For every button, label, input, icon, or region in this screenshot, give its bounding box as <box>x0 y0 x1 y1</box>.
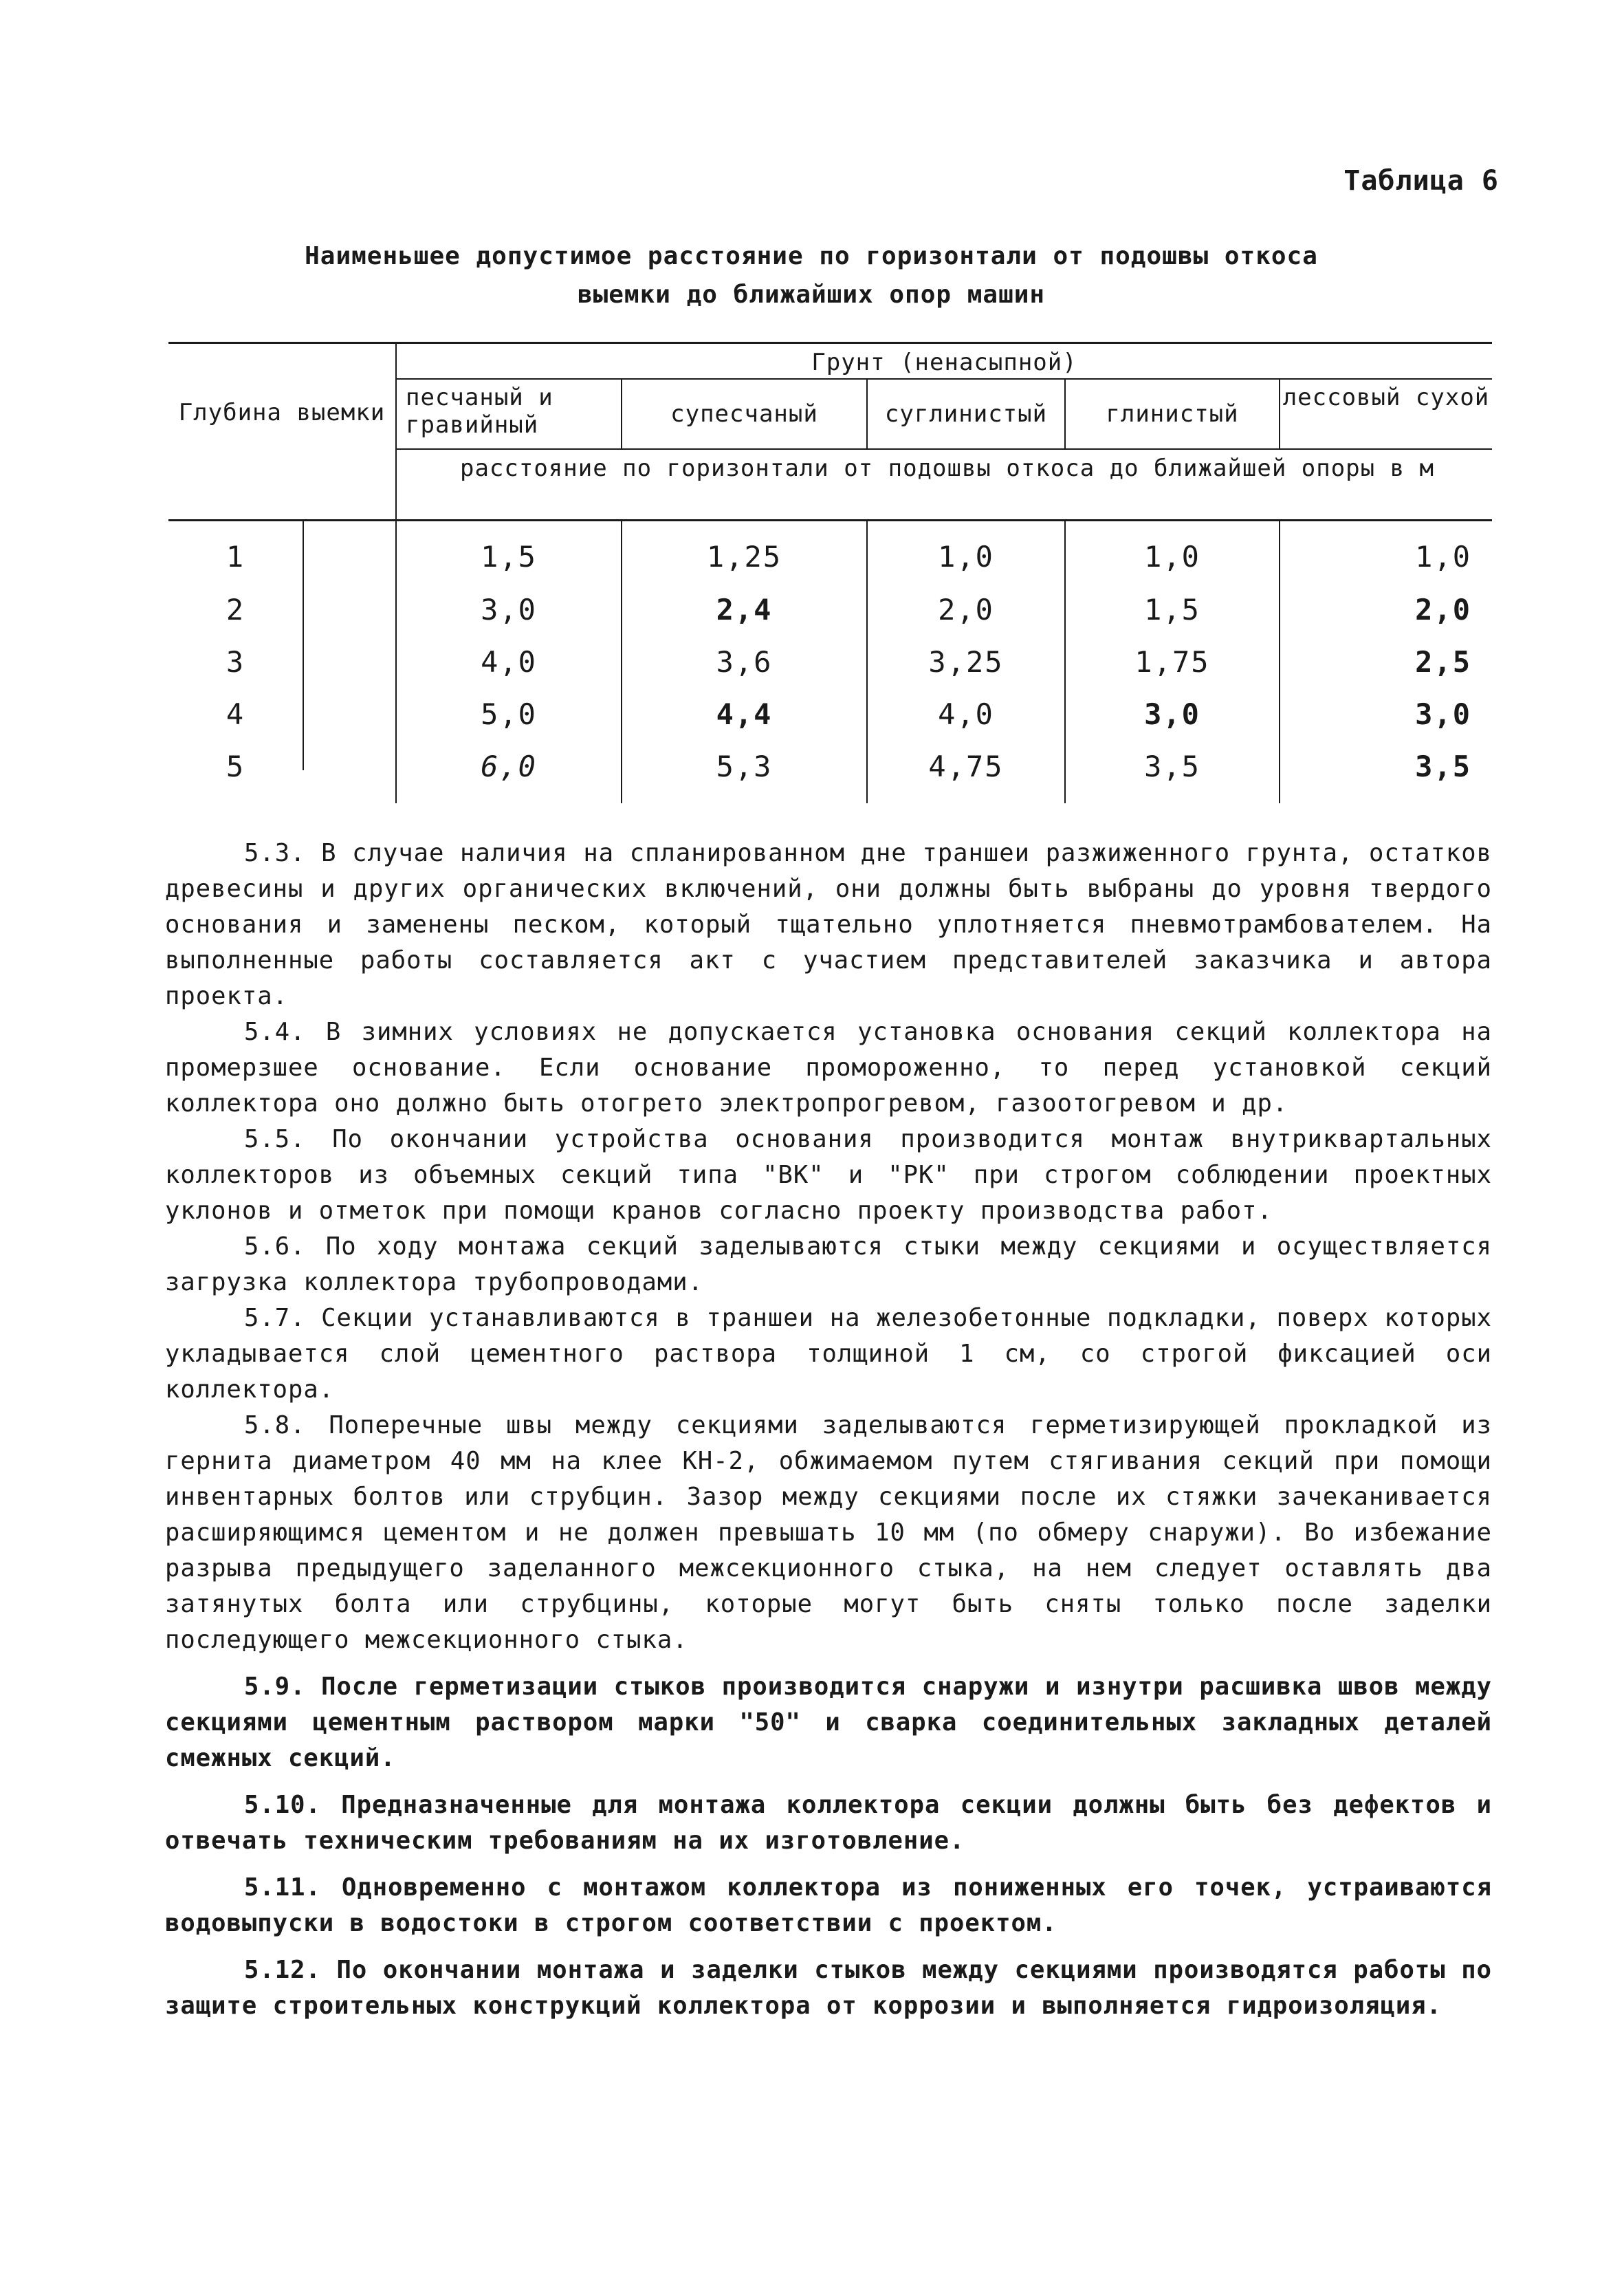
value-cell: 1,75 <box>1134 645 1210 679</box>
soil-type-sandy-loam: супесчаный <box>670 400 818 428</box>
table-column-rule <box>1279 521 1280 803</box>
value-cell: 1,5 <box>1144 593 1200 627</box>
depth-cell: 4 <box>226 697 245 731</box>
value-cell: 2,5 <box>1415 645 1471 679</box>
value-cell: 3,5 <box>1144 750 1200 783</box>
paragraph-5-12: 5.12. По окончании монтажа и заделки стыков между секциями производятся работы по защите строительных конструкций коллектора от коррозии и выполняется гидроизоляция. <box>165 1956 1492 2020</box>
caption-line-1: Наименьшее допустимое расстояние по горизонтали от подошвы откоса <box>305 242 1318 270</box>
value-cell: 3,0 <box>1144 697 1200 731</box>
value-cell: 4,0 <box>938 697 994 731</box>
distance-note: расстояние по горизонтали от подошвы откоса до ближайшей опоры в м <box>459 455 1434 482</box>
table-column-rule <box>1064 380 1066 448</box>
value-cell: 1,25 <box>706 540 782 574</box>
value-cell: 2,4 <box>716 593 773 627</box>
value-cell: 6,0 <box>481 750 537 783</box>
table-column-rule <box>303 521 304 770</box>
value-cell: 4,0 <box>481 645 537 679</box>
value-cell: 2,0 <box>938 593 994 627</box>
paragraph-5-3: 5.3. В случае наличия на спланированном дне траншеи разжиженного грунта, остатков древесины и других органических включений, они должны быть выбраны до уровня твердого основания и заменены песком, который тщательно уплотняется пневмотрамбователем. На выполненные работы составляется акт с участием представителей заказчика и автора проекта. <box>165 839 1492 1010</box>
soil-type-clay: глинистый <box>1106 400 1239 428</box>
value-cell: 3,0 <box>1415 697 1471 731</box>
paragraph-5-9: 5.9. После герметизации стыков производится снаружи и изнутри расшивка швов между секциями цементным раствором марки "50" и сварка соединительных закладных деталей смежных секций. <box>165 1673 1492 1772</box>
body-text <box>165 836 1492 2024</box>
caption-line-2: выемки до ближайших опор машин <box>577 281 1046 309</box>
soil-header: Грунт (ненасыпной) <box>811 349 1077 376</box>
table-column-rule <box>395 342 397 803</box>
soil-type-loess: лессовый сухой <box>1282 384 1490 411</box>
value-cell: 3,0 <box>481 593 537 627</box>
paragraph-5-7: 5.7. Секции устанавливаются в траншеи на железобетонные подкладки, поверх которых укладывается слой цементного раствора толщиной 1 см, со строгой фиксацией оси коллектора. <box>165 1304 1492 1404</box>
depth-cell: 2 <box>226 593 245 627</box>
paragraph-5-4: 5.4. В зимних условиях не допускается установка основания секций коллектора на промерзшее основание. Если основание промороженно, то перед установкой секций коллектора оно должно быть отогрето электропрогревом, газоотогревом и др. <box>165 1018 1492 1118</box>
value-cell: 3,5 <box>1415 750 1471 783</box>
table-column-rule <box>866 380 868 448</box>
value-cell: 1,0 <box>1415 540 1471 574</box>
paragraph-5-8: 5.8. Поперечные швы между секциями заделываются герметизирующей прокладкой из гернита диаметром 40 мм на клее КН-2, обжимаемом путем стягивания секций при помощи инвентарных болтов или струбцин. Зазор между секциями после их стяжки зачеканивается расширяющимся цементом и не должен превышать 10 мм (по обмеру снаружи). Во избежание разрыва предыдущего заделанного межсекционного стыка, на нем следует оставлять два затянутых болта или струбцины, которые могут быть сняты только после заделки последующего межсекционного стыка. <box>165 1411 1492 1654</box>
value-cell: 5,3 <box>716 750 773 783</box>
table-column-rule <box>1064 521 1066 803</box>
value-cell: 3,25 <box>928 645 1004 679</box>
table-column-rule <box>866 521 868 803</box>
table-header-rule <box>168 519 1492 521</box>
depth-cell: 5 <box>226 750 245 783</box>
value-cell: 1,0 <box>938 540 994 574</box>
paragraph-5-11: 5.11. Одновременно с монтажом коллектора из пониженных его точек, устраиваются водовыпуски в водостоки в строгом соответствии с проектом. <box>165 1873 1492 1937</box>
table-rule <box>395 378 1492 380</box>
value-cell: 1,5 <box>481 540 537 574</box>
table-rule <box>395 448 1492 450</box>
value-cell: 1,0 <box>1144 540 1200 574</box>
table-column-rule <box>621 380 622 448</box>
value-cell: 2,0 <box>1415 593 1471 627</box>
paragraph-5-6: 5.6. По ходу монтажа секций заделываются стыки между секциями и осуществляется загрузка коллектора трубопроводами. <box>165 1232 1492 1296</box>
depth-cell: 3 <box>226 645 245 679</box>
depth-header: Глубина выемки <box>178 399 386 426</box>
value-cell: 4,4 <box>716 697 773 731</box>
soil-type-sand: песчаный и гравийный <box>406 384 553 439</box>
paragraph-5-5: 5.5. По окончании устройства основания производится монтаж внутриквартальных коллекторов из объемных секций типа "ВК" и "РК" при строгом соблюдении проектных уклонов и отметок при помощи кранов согласно проекту производства работ. <box>165 1125 1492 1225</box>
soil-type-loam: суглинистый <box>884 400 1048 428</box>
table-caption <box>172 237 1451 314</box>
paragraph-5-10: 5.10. Предназначенные для монтажа коллектора секции должны быть без дефектов и отвечать техническим требованиям на их изготовление. <box>165 1791 1492 1855</box>
table-column-rule <box>621 521 622 803</box>
value-cell: 5,0 <box>481 697 537 731</box>
value-cell: 3,6 <box>716 645 773 679</box>
value-cell: 4,75 <box>928 750 1004 783</box>
table-top-rule <box>168 342 1492 344</box>
table-number: Таблица 6 <box>1343 165 1499 197</box>
distance-table <box>0 0 1624 812</box>
table-column-rule <box>1279 380 1280 448</box>
depth-cell: 1 <box>226 540 245 574</box>
